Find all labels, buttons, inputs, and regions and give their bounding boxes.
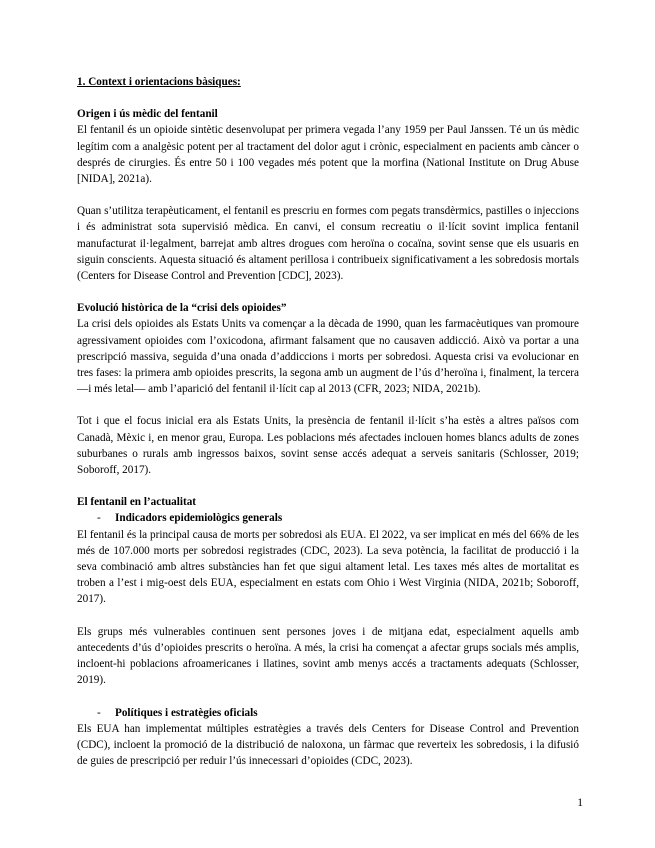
page-content	[77, 74, 579, 769]
spacer	[77, 689, 579, 705]
heading-origen: Origen i ús mèdic del fentanil	[77, 108, 218, 121]
paragraph-actualitat-1: El fentanil és la principal causa de morts per sobredosi als EUA. El 2022, va ser implicat en més del 66% de les més de 107.000 morts per sobredosi registrades (CDC, 2023). La seva potència, la facilitat de producció i la seva combinació amb altres substàncies han fet que sigui altament letal. Les taxes més altes de mortalitat es troben a l’est i mig-oest dels EUA, especialment en estats com Ohio i West Virginia (NIDA, 2021b; Soboroff, 2017).	[77, 528, 579, 606]
paragraph-actualitat-2: Els grups més vulnerables continuen sent persones joves i de mitjana edat, especialment aquells amb antecedents d’ús d’opioides prescrits o heroïna. A més, la crisi ha començat a afectar grups socials més amplis, incloent-hi poblacions afroamericanes i llatines, sovint amb menys accés a tractaments adequats (Schlosser, 2019).	[77, 625, 579, 687]
paragraph-evolucio-1: La crisi dels opioides als Estats Units va començar a la dècada de 1990, quan les farmacèutiques van promoure agressivament opioides com l’oxicodona, afirmant falsament que no causaven addicció. Això va portar a una prescripció massiva, seguida d’una onada d’addiccions i morts per sobredosi. Aquesta crisi va evolucionar en tres fases: la primera amb opioides prescrits, la segona amb un augment de l’ús d’heroïna i, finalment, la tercera —i més letal— amb l’aparició del fentanil il·lícit cap al 2013 (CFR, 2023; NIDA, 2021b).	[77, 318, 579, 396]
heading-evolucio: Evolució històrica de la “crisi dels opioides”	[77, 302, 287, 315]
subheading-politiques-label: Polítiques i estratègies oficials	[115, 706, 258, 719]
paragraph-evolucio-2: Tot i que el focus inicial era als Estats Units, la presència de fentanil il·lícit s’ha estès a altres països com Canadà, Mèxic i, en menor grau, Europa. Les poblacions més afectades inclouen homes blancs adults de zones suburbanes o rurals amb ingressos baixos, sovint sense accés adequat a serveis sanitaris (Schlosser, 2019; Soboroff, 2017).	[77, 415, 579, 477]
spacer	[77, 608, 579, 624]
spacer	[77, 397, 579, 413]
bullet-dash: -	[97, 512, 101, 525]
paragraph-origen-1: El fentanil és un opioide sintètic desenvolupat per primera vegada l’any 1959 per Paul Janssen. Té un ús mèdic legítim com a analgèsic potent per al tractament del dolor agut i crònic, especialment en pacients amb càncer o després de cirurgies. És entre 50 i 100 vegades més potent que la morfina (National Institute on Drug Abuse [NIDA], 2021a).	[77, 124, 579, 186]
subheading-indicadors	[77, 510, 579, 526]
page-number: 1	[577, 797, 583, 809]
heading-actualitat: El fentanil en l’actualitat	[77, 496, 197, 509]
paragraph-actualitat-3: Els EUA han implementat múltiples estratègies a través dels Centers for Disease Control and Prevention (CDC), incloent la promoció de la distribució de naloxona, un fàrmac que reverteix les sobredosis, i la difusió de guies de prescripció per reduir l’ús innecessari d’opioides (CDC, 2023).	[77, 722, 579, 768]
spacer	[77, 478, 579, 494]
spacer	[77, 187, 579, 203]
subheading-indicadors-label: Indicadors epidemiològics generals	[115, 512, 283, 525]
bullet-dash: -	[97, 706, 101, 719]
subheading-politiques	[77, 705, 579, 721]
spacer	[77, 284, 579, 300]
section-title: 1. Context i orientacions bàsiques:	[77, 76, 241, 88]
paragraph-origen-2: Quan s’utilitza terapèuticament, el fentanil es prescriu en formes com pegats transdèrmics, pastilles o injeccions i és administrat sota supervisió mèdica. En canvi, el consum recreatiu o il·lícit sovint implica fentanil manufacturat il·legalment, barrejat amb altres drogues com heroïna o cocaïna, sovint sense que els usuaris en siguin conscients. Aquesta situació és altament perillosa i contribueix significativament a les sobredosis mortals (Centers for Disease Control and Prevention [CDC], 2023).	[77, 205, 579, 283]
